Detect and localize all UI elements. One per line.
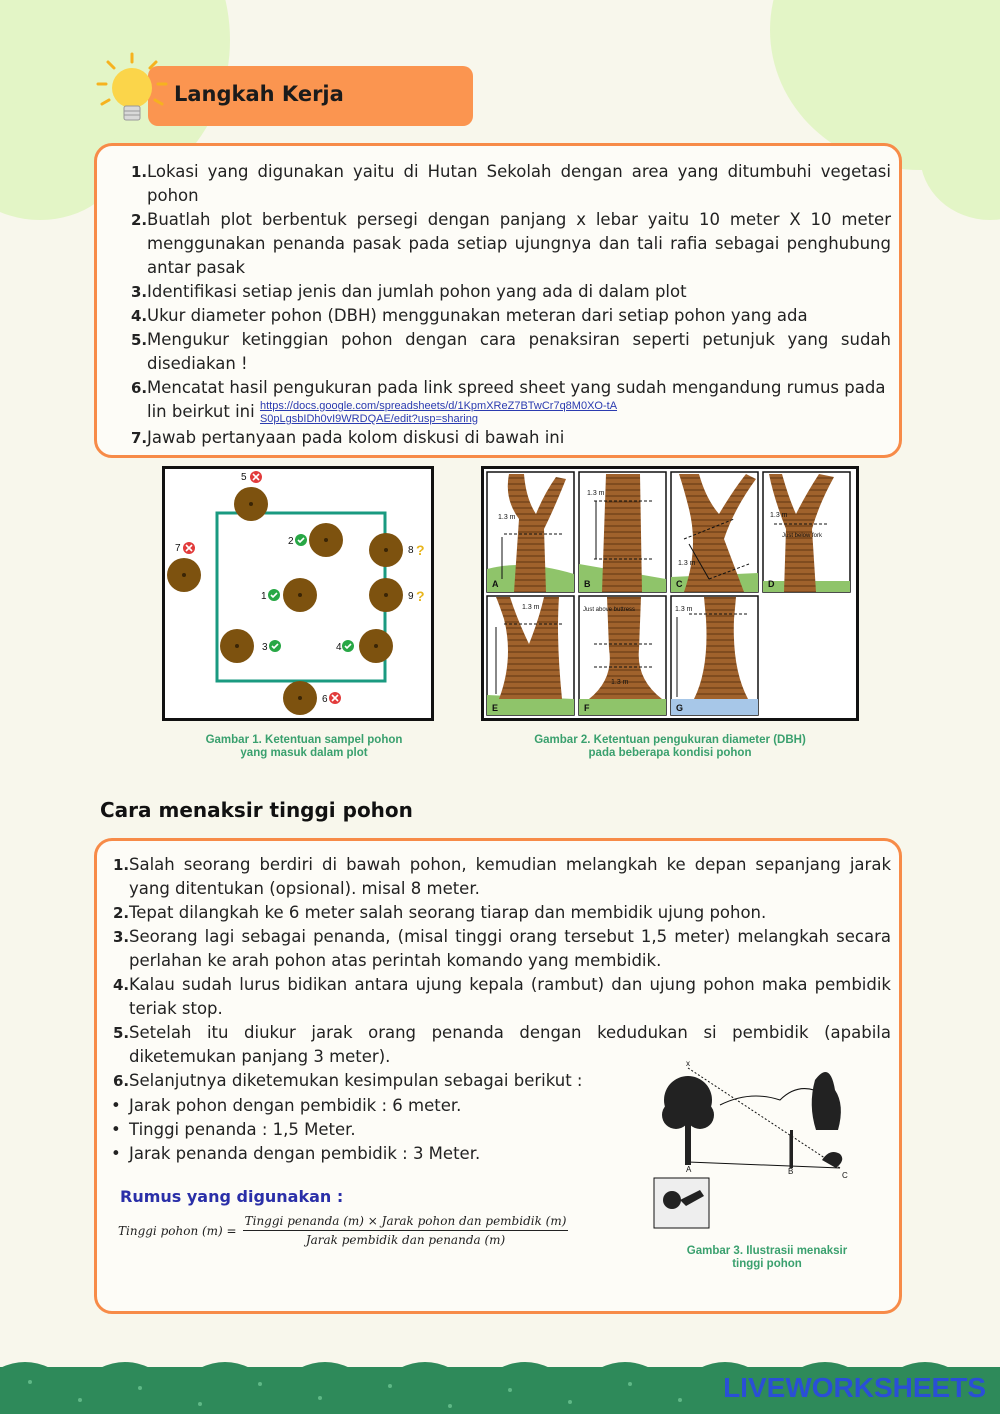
height-label: 1.3 m [522, 604, 540, 611]
lightbulb-icon [96, 52, 168, 132]
tree-label: 4 [336, 642, 342, 653]
formula-title: Rumus yang digunakan : [120, 1187, 344, 1206]
list-item: 6. Mencatat hasil pengukuran pada link spreed sheet yang sudah mengandung rumus pada lin beirkut ini https://docs.google.com/spreadsheets/d/1KpmXReZ7BTwCr7q8M0XO-tAS0pLgsbIDh0vI9WRDQAE/edit?usp=sharing [131, 378, 886, 425]
formula-numerator: Tinggi penanda (m) × Jarak pohon dan pembidik (m) [243, 1214, 569, 1231]
list-item: • Tinggi penanda : 1,5 Meter. [111, 1120, 356, 1139]
header-title: Langkah Kerja [174, 82, 344, 106]
question-icon [416, 542, 425, 604]
list-item: 1. Salah seorang berdiri di bawah pohon, kemudian melangkah ke depan sepanjang jarak yang ditentukan (opsional). misal 8 meter. [113, 855, 891, 898]
panel-label: G [676, 703, 684, 713]
panel-label: A [492, 579, 499, 589]
figure-dbh-diagram [481, 466, 859, 721]
section-title: Cara menaksir tinggi pohon [100, 798, 413, 822]
tree-label: 6 [322, 694, 328, 705]
fork-note: Just below fork [782, 533, 823, 539]
height-label: 1.3 m [498, 514, 516, 521]
tree-label: 7 [175, 543, 181, 554]
panel-label: C [676, 579, 683, 589]
dbh-diagram [484, 469, 856, 718]
list-item: 3. Seorang lagi sebagai penanda, (misal tinggi orang tersebut 1,5 meter) melangkah secara perlahan ke arah pohon atas perintah komando yang membidik. [113, 927, 891, 970]
height-label: 1.3 m [770, 512, 788, 519]
list-item: 4. Kalau sudah lurus bidikan antara ujung kepala (rambut) dan ujung pohon maka pembidik teriak stop. [113, 975, 891, 1018]
formula-lhs: Tinggi pohon (m) = [118, 1223, 237, 1238]
figure-plot-diagram [162, 466, 434, 721]
list-item: 3. Identifikasi setiap jenis dan jumlah pohon yang ada di dalam plot [131, 282, 687, 301]
steps2-list [113, 853, 891, 1093]
formula [118, 1214, 568, 1247]
tree-label: 2 [288, 536, 294, 547]
panel-label: D [768, 579, 775, 589]
list-item: 1. Lokasi yang digunakan yaitu di Hutan Sekolah dengan area yang ditumbuhi vegetasi pohon [131, 162, 891, 205]
svg-text:A: A [686, 1165, 692, 1174]
height-label: 1.3 m [611, 679, 629, 686]
height-label: 1.3 m [678, 560, 696, 567]
steps-box [94, 143, 902, 458]
panel-label: F [584, 703, 590, 713]
height-label: 1.3 m [587, 490, 605, 497]
steps-list [131, 160, 891, 450]
list-item: 6. Selanjutnya diketemukan kesimpulan sebagai berikut : [113, 1071, 583, 1090]
bullets-list [111, 1094, 629, 1166]
tree-label: 9 [408, 591, 414, 602]
figure2-caption: Gambar 2. Ketentuan pengukuran diameter (DBH) pada beberapa kondisi pohon [534, 734, 806, 759]
svg-text:C: C [842, 1171, 848, 1180]
formula-fraction [243, 1214, 569, 1247]
svg-text:?: ? [416, 588, 425, 604]
tree-label: 1 [261, 591, 267, 602]
panel-label: B [584, 579, 591, 589]
tree-label: 5 [241, 472, 247, 483]
plot-diagram [165, 469, 431, 718]
list-item: • Jarak pohon dengan pembidik : 6 meter. [111, 1096, 462, 1115]
figure1-caption: Gambar 1. Ketentuan sampel pohon yang masuk dalam plot [205, 734, 403, 759]
list-item: • Jarak penanda dengan pembidik : 3 Meter. [111, 1144, 481, 1163]
list-item: 5. Mengukur ketinggian pohon dengan cara penaksiran seperti petunjuk yang sudah disediakan ! [131, 330, 891, 373]
buttress-note: Just above buttress [583, 607, 636, 613]
svg-text:x: x [686, 1060, 690, 1068]
list-item: 2. Buatlah plot berbentuk persegi dengan panjang x lebar yaitu 10 meter X 10 meter menggunakan penanda pasak pada setiap ujungnya dan tali rafia sebagai penghubung antar pasak [131, 210, 891, 277]
list-item: 7. Jawab pertanyaan pada kolom diskusi di bawah ini [131, 428, 565, 447]
figure3-caption: Gambar 3. Ilustrasii menaksir tinggi pohon [686, 1245, 848, 1270]
list-item: 4. Ukur diameter pohon (DBH) menggunakan meteran dari setiap pohon yang ada [131, 306, 808, 325]
figure-height-illustration [650, 1060, 885, 1235]
panel-label: E [492, 703, 499, 713]
height-label: 1.3 m [675, 606, 693, 613]
formula-denominator: Jarak pembidik dan penanda (m) [305, 1233, 506, 1247]
tree-label: 3 [262, 642, 268, 653]
list-item: 2. Tepat dilangkah ke 6 meter salah seorang tiarap dan membidik ujung pohon. [113, 903, 767, 922]
tree-label: 8 [408, 545, 414, 556]
list-item: 5. Setelah itu diukur jarak orang penanda dengan kedudukan si pembidik (apabila diketemukan panjang 3 meter). [113, 1023, 891, 1066]
svg-text:?: ? [416, 542, 425, 558]
spreadsheet-link[interactable]: https://docs.google.com/spreadsheets/d/1KpmXReZ7BTwCr7q8M0XO-tAS0pLgsbIDh0vI9WRDQAE/edit?usp=sharing [259, 400, 618, 425]
liveworksheets-logo[interactable]: LIVEWORKSHEETS [723, 1372, 986, 1403]
svg-text:B: B [788, 1167, 794, 1176]
